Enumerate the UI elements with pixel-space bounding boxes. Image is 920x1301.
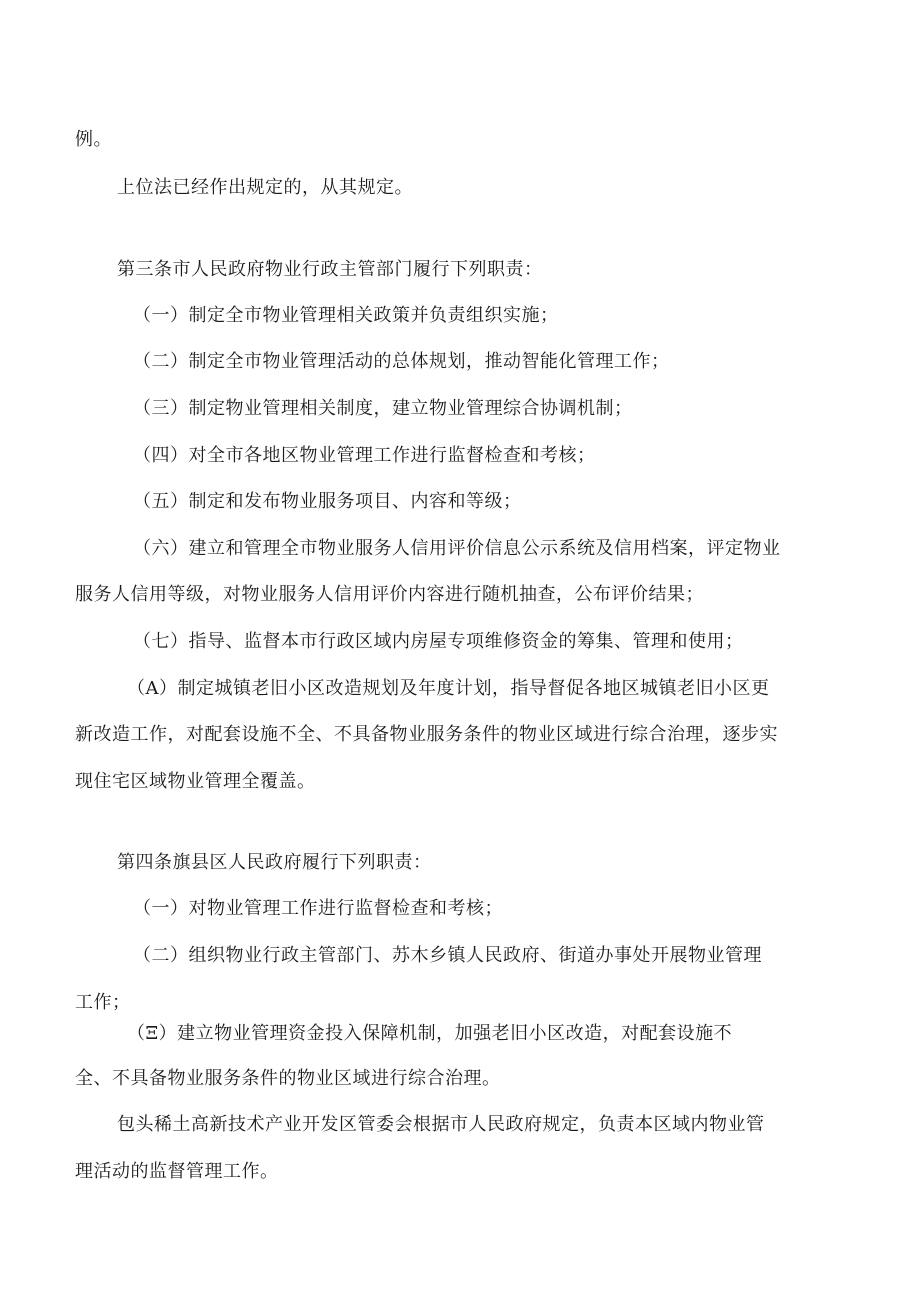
article-3-item-8-line-3: 现住宅区域物业管理全覆盖。 bbox=[75, 771, 316, 792]
article-4-item-3-line-1: （Ξ）建立物业管理资金投入保障机制，加强老旧小区改造，对配套设施不 bbox=[127, 1023, 733, 1044]
article-3-item-4: （四）对全市各地区物业管理工作进行监督检查和考核； bbox=[133, 445, 596, 466]
article-3-item-3: （三）制定物业管理相关制度，建立物业管理综合协调机制； bbox=[133, 398, 633, 419]
article-3-item-2: （二）制定全市物业管理活动的总体规划，推动智能化管理工作； bbox=[133, 351, 670, 372]
article-4-item-1: （一）对物业管理工作进行监督检查和考核； bbox=[133, 898, 503, 919]
article-3-item-8-line-2: 新改造工作，对配套设施不全、不具备物业服务条件的物业区域进行综合治理，逐步实 bbox=[75, 724, 778, 745]
article-4-item-3-line-2: 全、不具备物业服务条件的物业区域进行综合治理。 bbox=[75, 1068, 501, 1089]
article-4-heading: 第四条旗县区人民政府履行下列职责： bbox=[117, 852, 432, 873]
article-4-item-2-line-1: （二）组织物业行政主管部门、苏木乡镇人民政府、街道办事处开展物业管理 bbox=[133, 945, 762, 966]
article-4-closing-line-1: 包头稀土高新技术产业开发区管委会根据市人民政府规定，负责本区域内物业管 bbox=[117, 1114, 765, 1135]
article-3-item-5: （五）制定和发布物业服务项目、内容和等级； bbox=[133, 491, 522, 512]
article-4-closing-line-2: 理活动的监督管理工作。 bbox=[75, 1161, 279, 1182]
article-3-item-6-line-2: 服务人信用等级，对物业服务人信用评价内容进行随机抽查，公布评价结果； bbox=[75, 584, 704, 605]
article-3-item-1: （一）制定全市物业管理相关政策并负责组织实施； bbox=[133, 305, 559, 326]
intro-line-1: 例。 bbox=[75, 129, 112, 150]
article-3-item-8-line-1: （A）制定城镇老旧小区改造规划及年度计划，指导督促各地区城镇老旧小区更 bbox=[127, 678, 770, 699]
article-3-heading: 第三条市人民政府物业行政主管部门履行下列职责： bbox=[117, 259, 543, 280]
article-3-item-7: （七）指导、监督本市行政区域内房屋专项维修资金的筹集、管理和使用； bbox=[133, 631, 744, 652]
intro-line-2: 上位法已经作出规定的，从其规定。 bbox=[117, 177, 413, 198]
article-4-item-2-line-2: 工作； bbox=[75, 992, 131, 1013]
article-3-item-6-line-1: （六）建立和管理全市物业服务人信用评价信息公示系统及信用档案，评定物业 bbox=[133, 538, 781, 559]
